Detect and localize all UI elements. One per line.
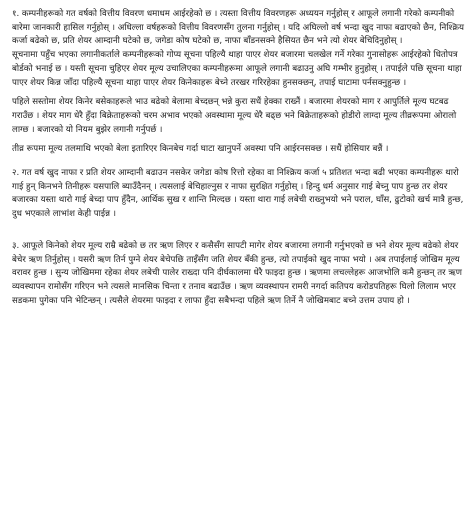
spacer	[12, 157, 464, 167]
spacer	[12, 222, 464, 240]
paragraph-4: तीव्र रूपमा मूल्य तलमाथि भएको बेला इतारिएर किनबेच गर्दा घाटा खानुपर्ने अवस्था पनि आईरनसक्छ । सधैं होसियार बन्नैं ।	[12, 144, 389, 155]
paragraph-2: सूचनामा पहुँच भएका लगानीकर्ताले कम्पनीहरूको गोप्य सूचना पहिल्यै थाहा पाएर शेयर बजारमा चलखेल गर्ने गरेका गुनासोहरू आईरहेको धितोपत्र बोर्डको भनाई छ । यस्ती सूचना चुहिएर शेयर मूल्य उचालिएका कम्पनीहरूमा आफूले लगानी बढाउनु अघि गम्भीर हुनुहोस् । तपाईले पछि सूचना थाहा पाएर शेयर किन्न जाँदा पहिल्यै सूचना थाहा पाएर शेयर किनेकाहरू बेच्ने तरखर गरिरहेका हुनसक्छन्, तपाई घाटामा पर्नसक्नुहुन्छ ।	[12, 50, 462, 88]
paragraph-5: २. गत वर्ष खुद नाफा र प्रति शेयर आम्दानी बढाउन नसकेर जगेडा कोष रित्तो रहेका वा निश्क्रिय कर्जा ५ प्रतिशत भन्दा बढी भएका कम्पनीहरू थारो गाई हुन् किनभने तिनीहरू यसपालि ब्याउँदैनन् । त्यसलाई बेचिहाल्नुस र नाफा सुरक्षित गर्नुहोस् । हिन्दु धर्म अनुसार गाई बेच्नु पाप हुन्छ तर शेयर बजारका यस्ता थारो गाई बेच्दा पाप हुँदैन, आर्थिक सुख र शान्ति मिल्दछ । यस्ता थारा गाई लबेची राख्नुभयो भने पराल, घाँस, ढुटोको खर्च मात्रै हुन्छ, दुध भएकाले लाभांश केही पाईन्न ।	[12, 168, 464, 220]
paragraph-1: १. कम्पनीहरूको गत वर्षको वित्तीय विवरण धमाधम आईरहेको छ । त्यस्ता वित्तीय विवरणहरू अध्ययन गर्नुहोस् र आफूले लगानी गरेको कम्पनीको बारेमा जानकारी हासिल गर्नुहोस् । अधिल्ला वर्षहरूको वित्तीय विवरणसँग तुलना गर्नुहोस् । यदि अघिल्लो वर्ष भन्दा खुद नाफा बढाएको छैन, निश्क्रिय कर्जा बढेको छ, प्रति शेयर आम्दानी घटेको छ, जगेडा कोष घटेको छ, नाफा बाँडनसक्ने हैसियत छैन भने त्यो शेयर बेचिदिनुहोस् ।	[12, 9, 464, 47]
paragraph-6: ३. आफूले किनेको शेयर मूल्य राम्रै बढेको छ तर ऋण लिएर र कसैसँग सापटी मागेर शेयर बजारमा लगानी गर्नुभएको छ भने शेयर मूल्य बढेको शेयर बेचेर ऋण तिर्नुहोस् । यसरी ऋण तिर्न पुग्ने शेयर बेचेपछि ताइँसँग जति शेयर बँकी हुन्छ, त्यो तपाईको खुद नाफा भयो । अब तपाईलाई जोखिम मूल्य वरावर हुन्छ । सुन्य जोखिममा रहेका शेयर लबेची पालेर राख्दा पनि दीर्घकालमा धेरै फाइदा हुन्छ । ऋणमा लचल्लेहरू आजभोलि कमै हुन्छन् तर ऋण व्यवस्थापन रामोसँग गरिएन भने त्यसले मानसिक चिन्ता र तनाव बढाउँछ । ऋण व्यवस्थापन रामरी नगर्दा कतिपय करोडपतिहरू घिलो लिलाम भएर सडकमा पुगेका पनि भेटिन्छन् । त्यसैले शेयरमा फाइदा र लाफा हुँदा सबैभन्दा पहिले ऋण तिर्ने नै जोखिमबाट बच्ने उत्तम उपाय हो ।	[12, 240, 462, 306]
paragraph-3: पहिले सस्तोमा शेयर किनेर बसेकाहरूले भाउ बढेको बेलामा बेच्दछन् भन्ने कुरा सधैं हेक्का राख्नैं । बजारमा शेयरको माग र आपुर्तिले मूल्य घटबढ गराउँछ । शेयर माग धेरै हुँदा बिक्रेताहरूको चरम अभाव भएको अवस्थामा मूल्य धेरै बढ्छ भने बिक्रेताहरूको होडीरो लाग्दा मूल्य तीव्ररूपमा ओरालो लाग्छ । बजारको यो नियम बुझेर लगानी गर्नुपर्छ ।	[12, 97, 457, 135]
